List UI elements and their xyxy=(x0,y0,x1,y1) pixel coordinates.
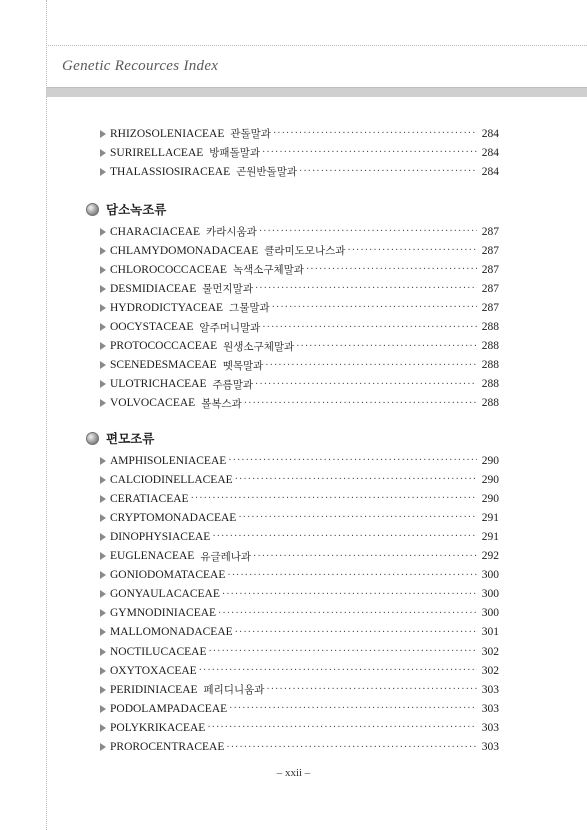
entry-page-number: 291 xyxy=(481,511,499,524)
dot-leader xyxy=(228,451,477,470)
entry-family-name: EUGLENACEAE xyxy=(110,550,195,562)
triangle-bullet-icon xyxy=(100,399,106,407)
dot-leader xyxy=(262,318,477,337)
index-entry[interactable] xyxy=(100,738,499,757)
dot-leader xyxy=(255,279,477,298)
triangle-bullet-icon xyxy=(100,743,106,751)
entry-page-number: 300 xyxy=(481,588,499,601)
section-bullet-icon xyxy=(86,203,99,216)
triangle-bullet-icon xyxy=(100,590,106,598)
entry-page-number: 301 xyxy=(481,626,499,639)
triangle-bullet-icon xyxy=(100,705,106,713)
entry-page-number: 288 xyxy=(481,359,499,372)
index-entry[interactable] xyxy=(100,375,499,394)
dot-leader xyxy=(199,661,477,680)
entry-family-name: PODOLAMPADACEAE xyxy=(110,702,228,715)
triangle-bullet-icon xyxy=(100,457,106,465)
entry-family-name: DINOPHYSIACEAE xyxy=(110,530,211,543)
dot-leader xyxy=(272,298,477,317)
index-entry[interactable] xyxy=(100,394,499,413)
dot-leader xyxy=(299,162,477,181)
dot-leader xyxy=(222,585,477,604)
triangle-bullet-icon xyxy=(100,609,106,617)
index-entry[interactable] xyxy=(100,143,499,162)
entry-korean-name: 유글레나과 xyxy=(200,550,252,563)
entry-page-number: 303 xyxy=(481,702,499,715)
entry-korean-name: 뗏목말과 xyxy=(222,359,264,372)
index-entry[interactable] xyxy=(100,222,499,241)
entry-family-name: AMPHISOLENIACEAE xyxy=(110,454,227,467)
entry-family-name: CHLOROCOCCACEAE xyxy=(110,263,227,276)
dot-leader xyxy=(226,738,477,757)
index-entry[interactable] xyxy=(100,547,499,566)
entry-family-name: HYDRODICTYACEAE xyxy=(110,301,224,314)
dot-leader xyxy=(262,143,477,162)
dot-leader xyxy=(229,699,477,718)
entry-page-number: 287 xyxy=(481,282,499,295)
dot-leader xyxy=(227,566,477,585)
entry-page-number: 287 xyxy=(481,301,499,314)
entry-page-number: 290 xyxy=(481,473,499,486)
index-entry[interactable] xyxy=(100,337,499,356)
header-rule-bar xyxy=(46,87,587,97)
index-entry[interactable] xyxy=(100,318,499,337)
index-entry[interactable] xyxy=(100,279,499,298)
entry-page-number: 290 xyxy=(481,492,499,505)
entry-page-number: 288 xyxy=(481,321,499,333)
index-entry[interactable] xyxy=(100,623,499,642)
entry-korean-name: 카라시움과 xyxy=(206,226,257,238)
entry-page-number: 292 xyxy=(481,550,499,562)
entry-family-name: THALASSIOSIRACEAE xyxy=(110,165,231,178)
entry-korean-name: 곤원반돌말과 xyxy=(236,166,297,179)
entry-family-name: PROTOCOCCACEAE xyxy=(110,340,218,353)
triangle-bullet-icon xyxy=(100,149,106,157)
entry-page-number: 303 xyxy=(481,683,499,696)
section-heading-text: 담소녹조류 xyxy=(106,202,167,217)
entry-korean-name: 주름말과 xyxy=(212,378,254,391)
entry-family-name: GYMNODINIACEAE xyxy=(110,607,217,620)
entry-family-name: CALCIODINELLACEAE xyxy=(110,473,233,486)
entry-page-number: 287 xyxy=(481,244,499,257)
index-entry[interactable] xyxy=(100,718,499,737)
entry-korean-name: 관돌말과 xyxy=(230,128,271,140)
triangle-bullet-icon xyxy=(100,724,106,732)
entry-page-number: 287 xyxy=(481,225,499,238)
triangle-bullet-icon xyxy=(100,667,106,675)
entry-family-name: GONIODOMATACEAE xyxy=(110,569,226,582)
index-entry[interactable] xyxy=(100,470,499,489)
triangle-bullet-icon xyxy=(100,342,106,350)
entry-family-name: CHARACIACEAE xyxy=(110,225,201,238)
index-entry[interactable] xyxy=(100,661,499,680)
page-number: – xxii – xyxy=(276,767,311,779)
entry-page-number: 288 xyxy=(481,397,499,410)
entry-family-name: PROROCENTRACEAE xyxy=(110,741,225,753)
entry-korean-name: 볼복스과 xyxy=(201,397,242,410)
index-entry[interactable] xyxy=(100,260,499,279)
triangle-bullet-icon xyxy=(100,304,106,312)
entry-family-name: CHLAMYDOMONADACEAE xyxy=(110,244,259,257)
entry-family-name: VOLVOCACEAE xyxy=(110,397,196,410)
section-bullet-icon xyxy=(86,432,99,445)
triangle-bullet-icon xyxy=(100,247,106,255)
entry-page-number: 287 xyxy=(481,263,499,276)
entry-page-number: 290 xyxy=(481,454,499,467)
section-heading-text: 편모조류 xyxy=(106,431,155,446)
entry-korean-name: 물먼지말과 xyxy=(202,283,253,296)
index-entry[interactable] xyxy=(100,451,499,470)
dot-leader xyxy=(207,718,477,737)
index-entry[interactable] xyxy=(100,527,499,546)
triangle-bullet-icon xyxy=(100,686,106,694)
entry-page-number: 291 xyxy=(481,530,499,543)
entry-family-name: SURIRELLACEAE xyxy=(110,146,204,159)
entry-page-number: 302 xyxy=(481,645,499,658)
dot-leader xyxy=(218,604,477,623)
triangle-bullet-icon xyxy=(100,552,106,560)
dot-leader xyxy=(259,222,477,241)
index-entry[interactable] xyxy=(100,585,499,604)
triangle-bullet-icon xyxy=(100,361,106,369)
entry-page-number: 303 xyxy=(481,741,499,753)
entry-korean-name: 방패돌말과 xyxy=(209,147,260,160)
entry-family-name: RHIZOSOLENIACEAE xyxy=(110,127,225,140)
index-entry[interactable] xyxy=(100,489,499,508)
entry-page-number: 300 xyxy=(481,607,499,620)
entry-family-name: GONYAULACACEAE xyxy=(110,588,220,601)
index-entry[interactable] xyxy=(100,680,499,699)
index-entry[interactable] xyxy=(100,604,499,623)
entry-page-number: 302 xyxy=(481,664,499,677)
entry-page-number: 288 xyxy=(481,378,499,391)
index-entry[interactable] xyxy=(100,124,499,143)
index-entry[interactable] xyxy=(100,566,499,585)
dot-leader xyxy=(244,394,477,413)
entry-page-number: 284 xyxy=(481,127,499,140)
entry-page-number: 288 xyxy=(481,340,499,353)
triangle-bullet-icon xyxy=(100,228,106,236)
dot-leader xyxy=(212,527,477,546)
index-entry[interactable] xyxy=(100,699,499,718)
entry-family-name: CERATIACEAE xyxy=(110,492,189,505)
entry-family-name: MALLOMONADACEAE xyxy=(110,626,233,639)
triangle-bullet-icon xyxy=(100,266,106,274)
entry-korean-name: 페리디니움과 xyxy=(203,684,265,697)
dot-leader xyxy=(266,680,477,699)
entry-family-name: CRYPTOMONADACEAE xyxy=(110,511,237,524)
entry-family-name: OOCYSTACEAE xyxy=(110,321,194,333)
running-header-title: Genetic Recources Index xyxy=(62,58,219,74)
triangle-bullet-icon xyxy=(100,380,106,388)
entry-page-number: 284 xyxy=(481,165,499,178)
triangle-bullet-icon xyxy=(100,514,106,522)
entry-page-number: 284 xyxy=(481,146,499,159)
triangle-bullet-icon xyxy=(100,628,106,636)
entry-page-number: 300 xyxy=(481,569,499,582)
entry-korean-name: 클라미도모나스과 xyxy=(264,245,346,258)
dot-leader xyxy=(306,260,477,279)
entry-family-name: POLYKRIKACEAE xyxy=(110,721,206,734)
index-entry[interactable] xyxy=(100,642,499,661)
triangle-bullet-icon xyxy=(100,476,106,484)
entry-korean-name: 녹색소구체말과 xyxy=(232,264,304,277)
entry-family-name: PERIDINIACEAE xyxy=(110,683,198,696)
entry-family-name: ULOTRICHACEAE xyxy=(110,378,207,391)
index-entry[interactable] xyxy=(100,508,499,527)
triangle-bullet-icon xyxy=(100,130,106,138)
dot-leader xyxy=(253,547,477,566)
dot-leader xyxy=(235,470,477,489)
triangle-bullet-icon xyxy=(100,285,106,293)
entry-family-name: SCENEDESMACEAE xyxy=(110,359,217,372)
margin-guide-vertical xyxy=(46,0,47,830)
triangle-bullet-icon xyxy=(100,648,106,656)
section-heading xyxy=(86,429,154,447)
triangle-bullet-icon xyxy=(100,323,106,331)
dot-leader xyxy=(265,356,477,375)
section-heading xyxy=(86,200,166,218)
dot-leader xyxy=(238,508,477,527)
margin-guide-horizontal xyxy=(46,45,587,46)
dot-leader xyxy=(255,375,477,394)
entry-family-name: NOCTILUCACEAE xyxy=(110,645,207,658)
index-entry[interactable] xyxy=(100,356,499,375)
entry-family-name: DESMIDIACEAE xyxy=(110,282,197,295)
entry-korean-name: 알주머니말과 xyxy=(199,321,261,334)
dot-leader xyxy=(273,124,477,143)
triangle-bullet-icon xyxy=(100,168,106,176)
dot-leader xyxy=(347,241,477,260)
index-entry[interactable] xyxy=(100,298,499,317)
index-entry[interactable] xyxy=(100,241,499,260)
triangle-bullet-icon xyxy=(100,495,106,503)
triangle-bullet-icon xyxy=(100,571,106,579)
dot-leader xyxy=(208,642,477,661)
entry-page-number: 303 xyxy=(481,721,499,734)
index-entry[interactable] xyxy=(100,162,499,181)
dot-leader xyxy=(191,489,477,508)
entry-korean-name: 그물말과 xyxy=(229,302,270,315)
dot-leader xyxy=(235,623,477,642)
triangle-bullet-icon xyxy=(100,533,106,541)
entry-family-name: OXYTOXACEAE xyxy=(110,664,197,677)
dot-leader xyxy=(296,337,477,356)
entry-korean-name: 원생소구체말과 xyxy=(223,340,295,353)
